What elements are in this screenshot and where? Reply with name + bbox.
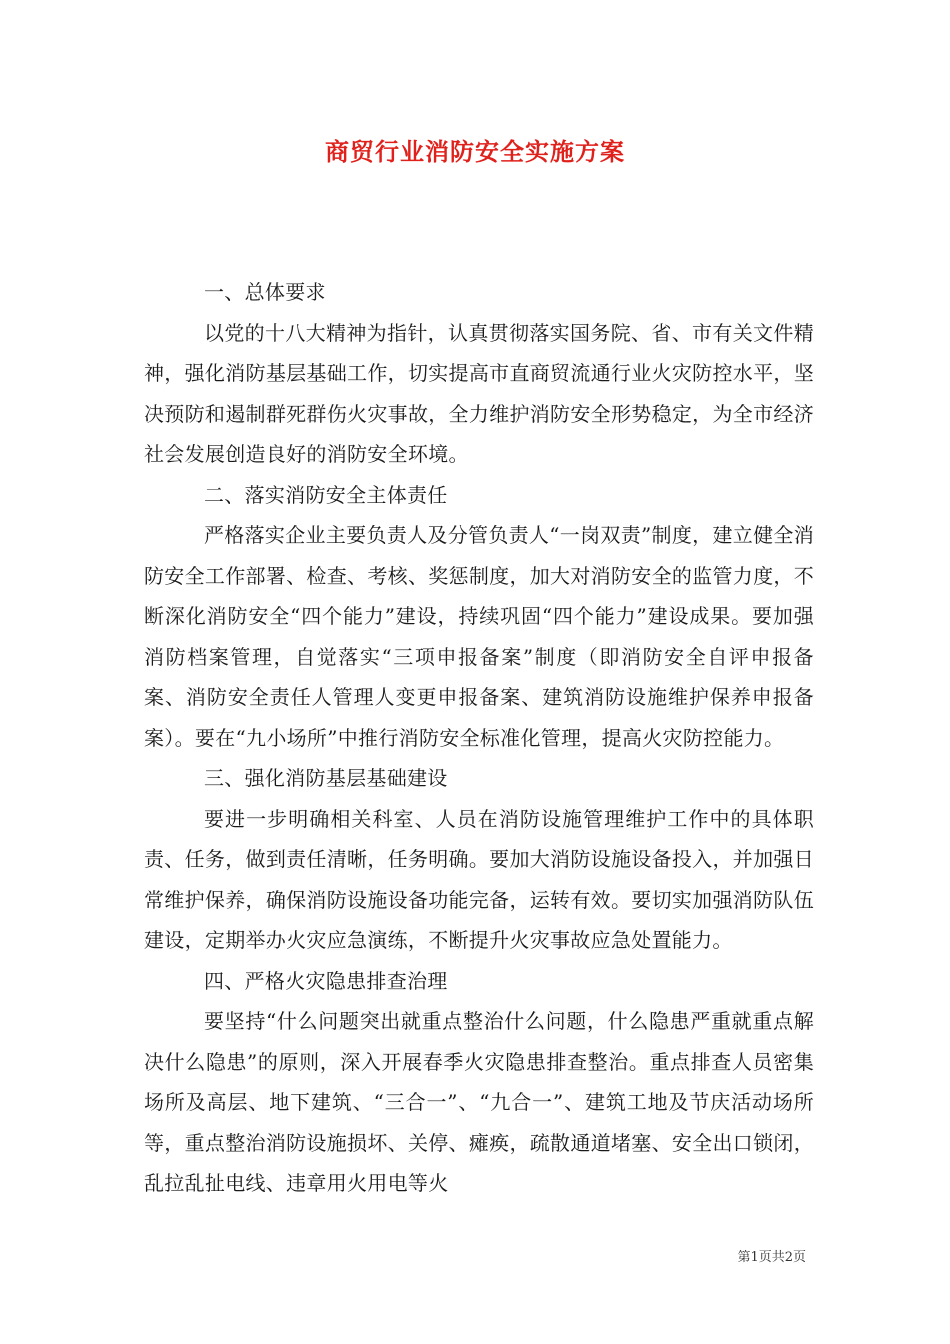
document-title: 商贸行业消防安全实施方案 — [325, 137, 625, 166]
section-paragraph-1: 以党的十八大精神为指针，认真贯彻落实国务院、省、市有关文件精神，强化消防基层基础工作，切实提高市直商贸流通行业火灾防控水平，坚决预防和遏制群死群伤火灾事故，全力维护消防安全形势稳定，为全市经济社会发展创造良好的消防安全环境。 — [144, 320, 814, 466]
section-paragraph-3: 要进一步明确相关科室、人员在消防设施管理维护工作中的具体职责、任务，做到责任清晰，任务明确。要加大消防设施设备投入，并加强日常维护保养，确保消防设施设备功能完备，运转有效。要切实加强消防队伍建设，定期举办火灾应急演练，不断提升火灾事故应急处置能力。 — [144, 806, 814, 952]
section-heading-1: 一、总体要求 — [204, 280, 326, 304]
section-paragraph-4: 要坚持“什么问题突出就重点整治什么问题，什么隐患严重就重点解决什么隐患”的原则，深入开展春季火灾隐患排查整治。重点排查人员密集场所及高层、地下建筑、“三合一”、“九合一”、建筑工地及节庆活动场所等，重点整治消防设施损坏、关停、瘫痪，疏散通道堵塞、安全出口锁闭，乱拉乱扯电线、违章用火用电等火 — [144, 1009, 814, 1195]
section-paragraph-2: 严格落实企业主要负责人及分管负责人“一岗双责”制度，建立健全消防安全工作部署、检查、考核、奖惩制度，加大对消防安全的监管力度，不断深化消防安全“四个能力”建设，持续巩固“四个能力”建设成果。要加强消防档案管理，自觉落实“三项申报备案”制度（即消防安全自评申报备案、消防安全责任人管理人变更申报备案、建筑消防设施维护保养申报备案）。要在“九小场所”中推行消防安全标准化管理，提高火灾防控能力。 — [144, 523, 814, 750]
page-number: 第1页共2页 — [737, 1250, 806, 1265]
section-heading-3: 三、强化消防基层基础建设 — [204, 766, 448, 790]
document-body — [144, 272, 814, 1204]
section-heading-4: 四、严格火灾隐患排查治理 — [204, 968, 448, 993]
section-heading-2: 二、落实消防安全主体责任 — [204, 482, 448, 507]
